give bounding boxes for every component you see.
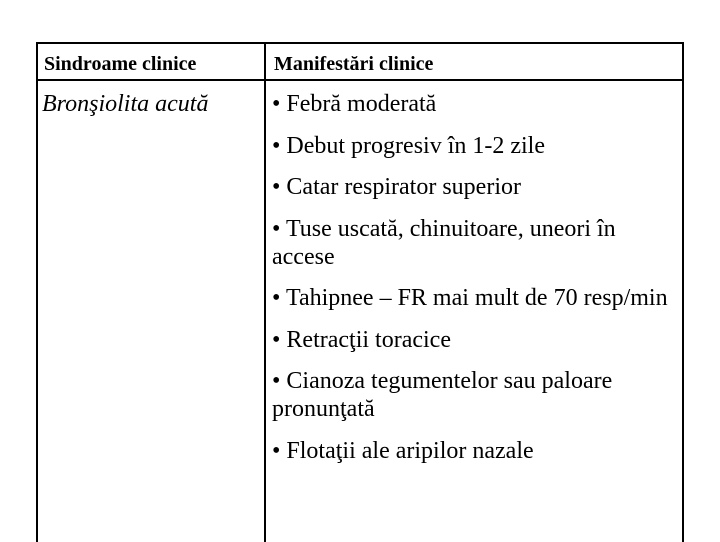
header-manifestations: Manifestări clinice — [274, 53, 434, 75]
list-item: • Debut progresiv în 1-2 zile — [272, 132, 545, 159]
header-divider — [38, 79, 682, 81]
list-item: • Tuse uscată, chinuitoare, uneori în accese — [272, 215, 616, 270]
list-item: • Catar respirator superior — [272, 174, 521, 200]
list-item: • Tahipnee – FR mai mult de 70 resp/min — [272, 285, 668, 311]
list-item: • Retracţii toracice — [272, 326, 451, 353]
list-item: • Febră moderată — [272, 91, 437, 117]
syndrome-cell: Bronşiolita acută — [42, 91, 209, 117]
clinical-table — [36, 42, 684, 542]
manifestations-list — [272, 90, 677, 478]
list-item: • Cianoza tegumentelor sau paloare pronunţată — [272, 368, 613, 422]
header-syndromes: Sindroame clinice — [44, 53, 197, 75]
column-divider — [264, 44, 266, 542]
list-item: • Flotaţii ale aripilor nazale — [272, 437, 534, 464]
